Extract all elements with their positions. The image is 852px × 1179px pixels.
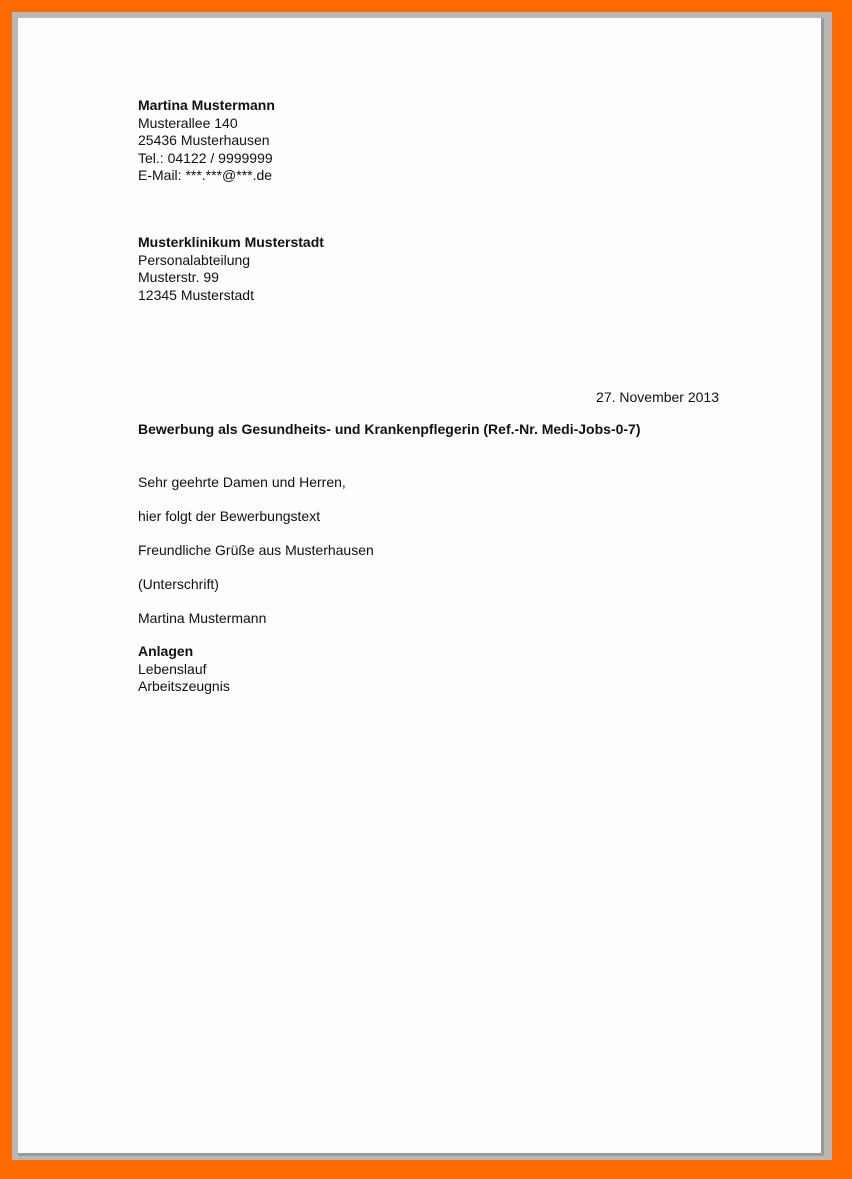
attachment-item: Arbeitszeugnis <box>138 678 230 694</box>
sender-email: E-Mail: ***.***@***.de <box>138 167 273 183</box>
subject-line: Bewerbung als Gesundheits- und Krankenpflegerin (Ref.-Nr. Medi-Jobs-0-7) <box>138 421 641 437</box>
attachment-item: Lebenslauf <box>138 660 207 677</box>
sender-phone: Tel.: 04122 / 9999999 <box>138 149 273 166</box>
sender-street: Musterallee 140 <box>138 114 238 131</box>
letter-page <box>18 18 824 1156</box>
sender-address <box>138 97 275 185</box>
sender-name: Martina Mustermann <box>138 97 275 113</box>
attachments-heading: Anlagen <box>138 643 194 659</box>
recipient-city: 12345 Musterstadt <box>138 286 254 303</box>
signer-name: Martina Mustermann <box>138 610 267 626</box>
recipient-address <box>138 234 324 304</box>
attachments <box>138 643 230 696</box>
signature-placeholder: (Unterschrift) <box>138 576 219 592</box>
salutation: Sehr geehrte Damen und Herren, <box>138 474 346 490</box>
closing: Freundliche Grüße aus Musterhausen <box>138 542 374 558</box>
body-text: hier folgt der Bewerbungstext <box>138 508 321 524</box>
recipient-street: Musterstr. 99 <box>138 269 219 285</box>
sender-city: 25436 Musterhausen <box>138 132 270 148</box>
recipient-department: Personalabteilung <box>138 251 251 268</box>
recipient-company: Musterklinikum Musterstadt <box>138 234 324 250</box>
letter-date: 27. November 2013 <box>596 389 719 405</box>
